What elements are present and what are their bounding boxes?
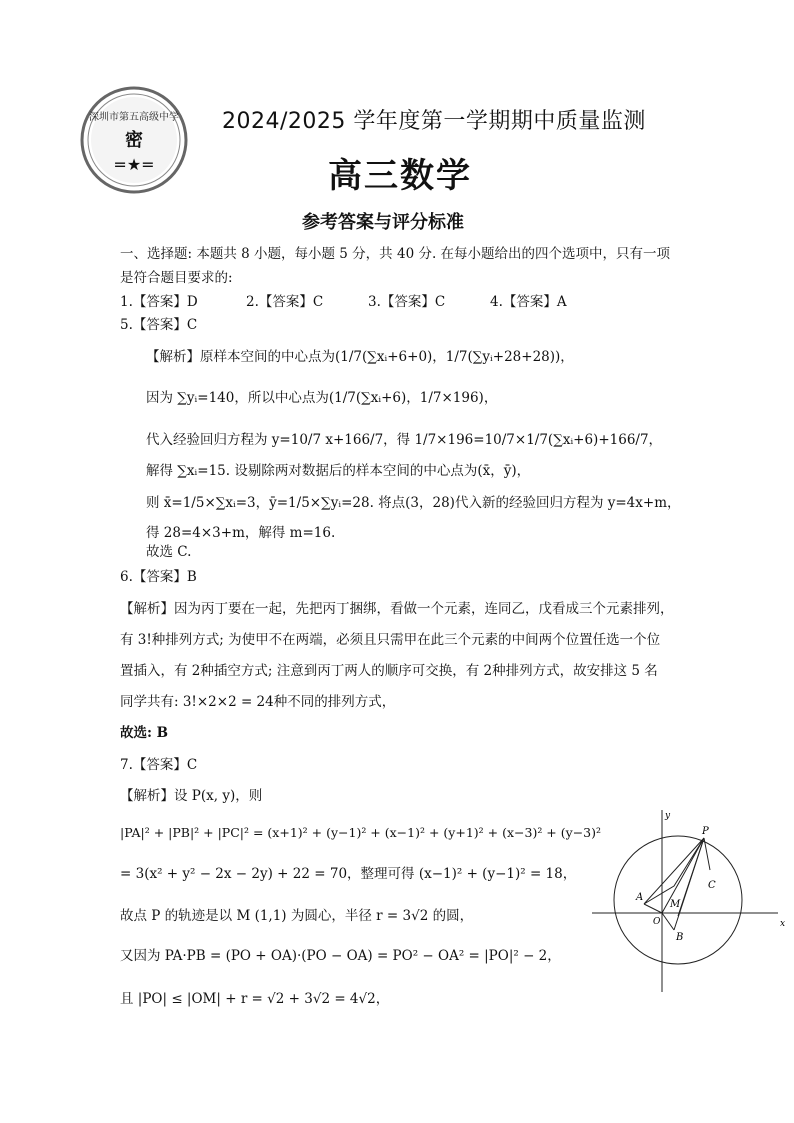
q7-line-3: = 3(x² + y² − 2x − 2y) + 22 = 70，整理可得 (x−1)² + (y−1)² = 18， bbox=[120, 866, 577, 882]
q5-line-6: 得 28=4×3+m，解得 m=16. bbox=[146, 525, 336, 541]
answer-7: 7.【答案】C bbox=[120, 757, 198, 773]
q7-line-5: 又因为 PA·PB = (PO + OA)·(PO − OA) = PO² − OA² = |PO|² − 2， bbox=[120, 948, 561, 964]
answer-4: 4.【答案】A bbox=[490, 294, 567, 310]
q6-line-1: 【解析】因为丙丁要在一起，先把丙丁捆绑，看做一个元素，连同乙，戊看成三个元素排列， bbox=[120, 601, 674, 617]
x-axis-label: x bbox=[780, 919, 786, 929]
answer-6: 6.【答案】B bbox=[120, 569, 197, 585]
q5-line-1: 【解析】原样本空间的中心点为(1/7(∑xᵢ+6+0)，1/7(∑yᵢ+28+28))， bbox=[146, 349, 574, 365]
q6-line-4: 同学共有: 3!×2×2 = 24种不同的排列方式， bbox=[120, 694, 396, 710]
point-m-label: M bbox=[670, 899, 681, 910]
subject-title: 高三数学 bbox=[328, 156, 472, 196]
q5-line-7: 故选 C. bbox=[146, 544, 192, 560]
q7-line-6: 且 |PO| ≤ |OM| + r = √2 + 3√2 = 4√2， bbox=[120, 991, 390, 1007]
circle-geometry-figure bbox=[592, 808, 788, 992]
svg-text:=★=: =★= bbox=[113, 155, 155, 174]
section-heading: 参考答案与评分标准 bbox=[302, 212, 464, 233]
q7-line-1: 【解析】设 P(x, y)，则 bbox=[120, 788, 263, 804]
q5-line-5: 则 x̄=1/5×∑xᵢ=3，ȳ=1/5×∑yᵢ=28. 将点(3，28)代入新的经验回归方程为 y=4x+m， bbox=[146, 495, 681, 511]
section-intro-line-2: 是符合题目要求的: bbox=[120, 270, 233, 286]
document-title: 2024/2025 学年度第一学期期中质量监测 bbox=[222, 109, 646, 134]
triangle-lines bbox=[644, 838, 704, 904]
answer-2: 2.【答案】C bbox=[246, 294, 324, 310]
svg-text:深圳市第五高级中学: 深圳市第五高级中学 bbox=[89, 112, 179, 123]
q5-line-4: 解得 ∑xᵢ=15. 设剔除两对数据后的样本空间的中心点为(x̄，ȳ)， bbox=[146, 463, 531, 479]
q6-line-3: 置插入，有 2种插空方式; 注意到丙丁两人的顺序可交换，有 2种排列方式，故安排这 5 名 bbox=[120, 663, 658, 679]
answer-1: 1.【答案】D bbox=[120, 294, 198, 310]
q6-line-5: 故选: B bbox=[120, 725, 169, 741]
y-axis-label: y bbox=[665, 811, 671, 821]
point-o-label: O bbox=[653, 917, 661, 927]
point-b-label: B bbox=[676, 932, 684, 943]
q5-line-3: 代入经验回归方程为 y=10/7 x+166/7，得 1/7×196=10/7×1/7(∑xᵢ+6)+166/7， bbox=[146, 432, 663, 448]
q7-line-2: |PA|² + |PB|² + |PC|² = (x+1)² + (y−1)² + (x−1)² + (y+1)² + (x−3)² + (y−3)² bbox=[120, 825, 602, 840]
q6-line-2: 有 3!种排列方式; 为使甲不在两端，必须且只需甲在此三个元素的中间两个位置任选一个位 bbox=[120, 632, 661, 648]
answer-5: 5.【答案】C bbox=[120, 317, 198, 333]
point-p-label: P bbox=[702, 826, 709, 837]
q5-line-2: 因为 ∑yᵢ=140，所以中心点为(1/7(∑xᵢ+6)，1/7×196)， bbox=[146, 390, 498, 406]
point-c-label: C bbox=[708, 880, 716, 891]
q7-line-4: 故点 P 的轨迹是以 M (1,1) 为圆心，半径 r = 3√2 的圆， bbox=[120, 908, 474, 924]
svg-text:密: 密 bbox=[125, 130, 143, 151]
point-a-label: A bbox=[636, 892, 644, 903]
answer-3: 3.【答案】C bbox=[368, 294, 446, 310]
section-intro-line-1: 一、选择题: 本题共 8 小题，每小题 5 分，共 40 分. 在每小题给出的四个选项中，只有一项 bbox=[120, 246, 671, 262]
school-seal bbox=[80, 86, 188, 194]
